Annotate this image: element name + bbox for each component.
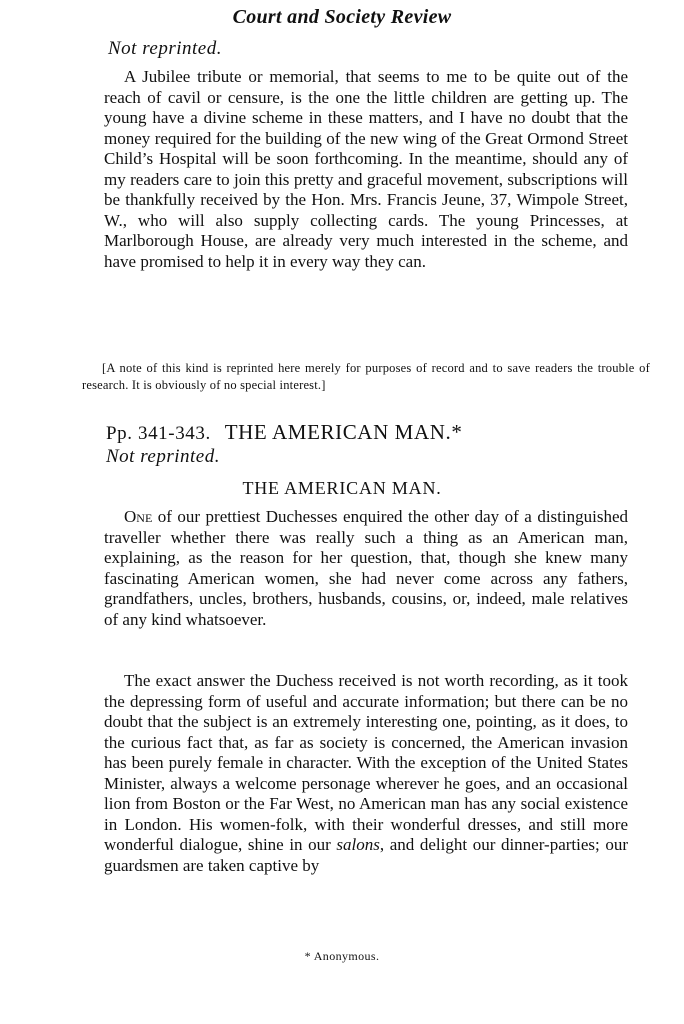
paragraph-2-text-a: The exact answer the Duchess received is not worth recording, as it took the depressing form of useful and accurate information; but there can be no doubt that the subject is an extremely interesting one, pointing, as it does, to the curious fact that, as far as society is concerned, the American invasion has been purely female in character. With the exception of the United States Minister, always a welcome personage wherever he goes, and an occasional lion from Boston or the Far West, no American man has any social existence in London. His women-folk, with their wonderful dresses, and still more wonderful dialogue, shine in our: [104, 671, 628, 854]
paragraph-2-italic: salons: [336, 835, 380, 854]
jubilee-paragraph: A Jubilee tribute or memorial, that seems to me to be quite out of the reach of cavil or censure, is the one the little children are getting up. The young have a divine scheme in these matters, and I have no doubt that the money required for the building of the new wing of the Great Ormond Street Child’s Hospital will be soon forthcoming. In the meantime, should any of my readers care to join this pretty and graceful movement, subscriptions will be thankfully received by the Hon. Mrs. Francis Jeune, 37, Wimpole Street, W., who will also supply collecting cards. The young Princesses, at Marlborough House, are already very much interested in the scheme, and have promised to help it in every way they can.: [104, 67, 628, 271]
american-man-paragraph-2: [104, 671, 628, 876]
footnote: * Anonymous.: [304, 949, 380, 963]
running-head: Court and Society Review: [232, 6, 452, 28]
not-reprinted-note-1: Not reprinted.: [108, 38, 222, 59]
editor-note: [A note of this kind is reprinted here merely for purposes of record and to save readers the trouble of research. It is obviously of no special interest.]: [82, 361, 650, 392]
paragraph-2-text-b: , and delight our dinner-parties; our guardsmen are taken captive by: [104, 835, 628, 875]
page-range: Pp. 341-343.: [106, 423, 211, 444]
section-heading: [106, 420, 462, 445]
not-reprinted-note-2: Not reprinted.: [106, 446, 220, 467]
american-man-paragraph-1: [104, 507, 628, 630]
article-title: THE AMERICAN MAN.: [242, 478, 442, 498]
drop-lead-word: One: [124, 507, 153, 526]
section-heading-title: THE AMERICAN MAN.*: [224, 420, 463, 444]
paragraph-1-text: of our prettiest Duchesses enquired the other day of a distinguished traveller whether there was really such a thing as an American man, explaining, as the reason for her question, that, though she knew many fascinating American women, she had never come across any fathers, grandfathers, uncles, brothers, husbands, cousins, or, indeed, male relatives of any kind whatsoever.: [104, 507, 628, 629]
